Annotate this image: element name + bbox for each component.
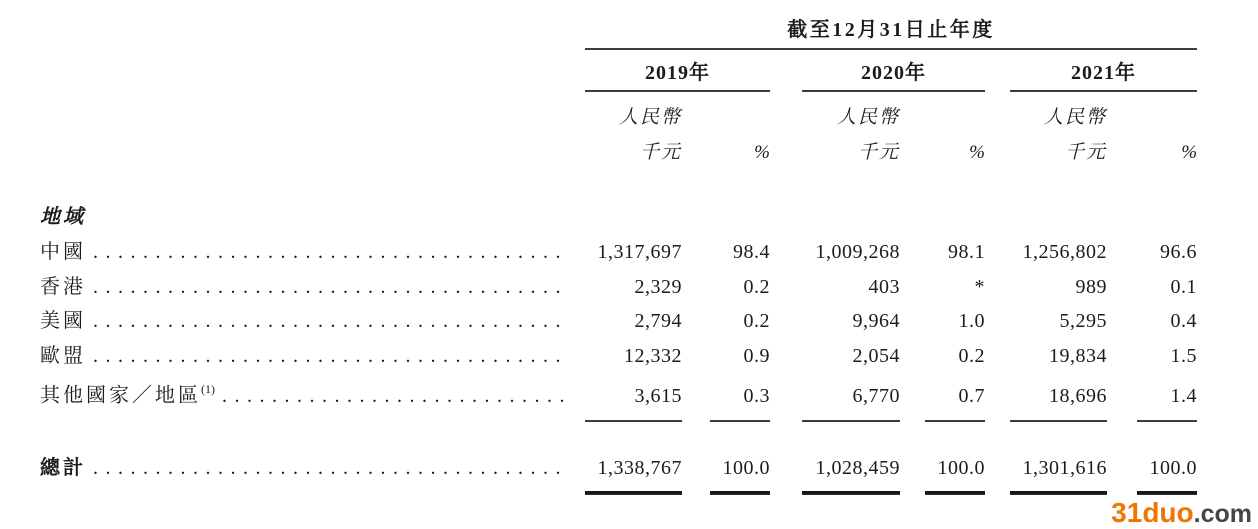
watermark-suffix: .com <box>1193 500 1252 528</box>
year-header-row <box>40 49 1197 91</box>
unit-label: 千元 <box>639 142 682 163</box>
total-amount-cell: 1,028,459 <box>815 457 900 480</box>
percent-cell: 1.0 <box>958 310 985 332</box>
total-label: 總計 <box>40 457 86 480</box>
section-row <box>40 164 1197 235</box>
double-rule-row <box>40 486 1197 495</box>
region-label: 中國 <box>40 241 86 263</box>
total-amount-cell: 1,338,767 <box>597 457 682 480</box>
percent-cell: 0.9 <box>743 344 770 367</box>
double-rule <box>585 486 682 495</box>
amount-cell: 1,317,697 <box>597 241 682 263</box>
amount-cell: 989 <box>1075 275 1107 298</box>
unit-header-row <box>40 129 1197 164</box>
amount-cell: 3,615 <box>585 373 682 421</box>
amount-cell: 403 <box>868 275 900 298</box>
percent-cell: 98.4 <box>733 241 770 263</box>
percent-cell: 98.1 <box>948 241 985 263</box>
amount-cell: 18,696 <box>1010 373 1107 421</box>
amount-cell: 12,332 <box>624 344 682 367</box>
percent-cell: 1.4 <box>1137 373 1197 421</box>
dot-leader <box>86 339 565 374</box>
amount-cell: 2,329 <box>634 275 682 298</box>
percent-cell: 0.2 <box>743 275 770 298</box>
region-label: 香港 <box>40 275 86 298</box>
currency-label: 人民幣 <box>836 107 900 128</box>
watermark <box>1111 499 1252 527</box>
percent-cell: 1.5 <box>1170 344 1198 367</box>
percent-header: % <box>1181 142 1198 163</box>
dot-leader <box>86 270 565 305</box>
amount-cell: 5,295 <box>1059 310 1107 332</box>
double-rule <box>925 486 985 495</box>
unit-label: 千元 <box>1064 142 1107 163</box>
amount-cell: 9,964 <box>852 310 900 332</box>
double-rule <box>1137 486 1197 495</box>
amount-cell: 1,256,802 <box>1022 241 1107 263</box>
percent-cell: 0.1 <box>1170 275 1198 298</box>
amount-cell: 1,009,268 <box>815 241 900 263</box>
total-amount-cell: 1,301,616 <box>1022 457 1107 480</box>
region-label: 美國 <box>40 310 86 332</box>
amount-cell: 2,054 <box>852 344 900 367</box>
total-percent-cell: 100.0 <box>1149 457 1198 480</box>
percent-cell: 0.2 <box>743 310 770 332</box>
percent-header: % <box>969 142 985 163</box>
percent-cell: 96.6 <box>1160 241 1198 263</box>
double-rule <box>1010 486 1107 495</box>
percent-cell: 0.2 <box>958 344 985 367</box>
table-row <box>40 270 1197 305</box>
percent-cell: 0.7 <box>925 373 985 421</box>
table-row <box>40 373 1197 421</box>
amount-cell: 6,770 <box>802 373 900 421</box>
dot-leader <box>86 451 565 486</box>
year-2019-header: 2019年 <box>585 49 770 91</box>
dot-leader <box>86 304 565 339</box>
percent-cell: 0.3 <box>710 373 770 421</box>
section-label: 地域 <box>40 206 86 228</box>
currency-label: 人民幣 <box>618 107 682 128</box>
total-row <box>40 451 1197 486</box>
currency-header-row <box>40 91 1197 129</box>
unit-label: 千元 <box>857 142 900 163</box>
percent-cell: 0.4 <box>1170 310 1198 332</box>
amount-cell: 19,834 <box>1049 344 1107 367</box>
dot-leader <box>215 379 565 414</box>
year-2020-header: 2020年 <box>802 49 985 91</box>
currency-label: 人民幣 <box>1043 107 1107 128</box>
double-rule <box>710 486 770 495</box>
percent-cell: * <box>974 275 985 298</box>
regional-revenue-table <box>40 0 1197 495</box>
total-percent-cell: 100.0 <box>937 457 985 480</box>
total-percent-cell: 100.0 <box>722 457 770 480</box>
footnote-marker: (1) <box>201 382 215 396</box>
period-title: 截至12月31日止年度 <box>585 0 1197 49</box>
dot-leader <box>86 235 565 270</box>
region-label: 其他國家／地區$^{(1)}$ <box>40 382 215 407</box>
table-row <box>40 235 1197 270</box>
period-header-row <box>40 0 1197 49</box>
region-label: 歐盟 <box>40 344 86 367</box>
table-row <box>40 304 1197 339</box>
watermark-brand: 31duo <box>1111 497 1194 528</box>
double-rule <box>802 486 900 495</box>
table-row <box>40 339 1197 374</box>
spacer-row <box>40 421 1197 451</box>
year-2021-header: 2021年 <box>1010 49 1197 91</box>
percent-header: % <box>754 142 770 163</box>
amount-cell: 2,794 <box>634 310 682 332</box>
